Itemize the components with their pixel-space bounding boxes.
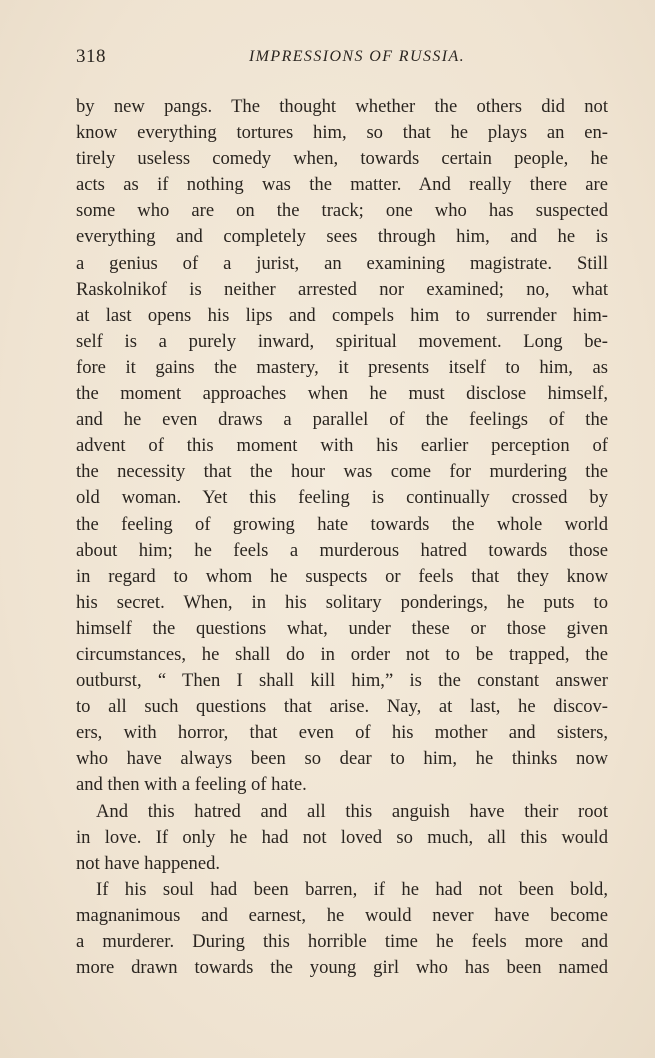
text-line: and he even draws a parallel of the feelings of the (76, 409, 608, 431)
text-line: know everything tortures him, so that he plays an en- (76, 122, 608, 144)
text-line: the feeling of growing hate towards the whole world (76, 513, 608, 535)
text-line: ers, with horror, that even of his mother and sisters, (76, 722, 608, 744)
text-line: a genius of a jurist, an examining magistrate. Still (76, 252, 608, 274)
page-number: 318 (76, 46, 106, 67)
text-line: not have happened. (76, 852, 221, 874)
text-line: and then with a feeling of hate. (76, 774, 307, 796)
body-text (76, 94, 608, 981)
text-line: himself the questions what, under these or those given (76, 617, 608, 639)
text-line: who have always been so dear to him, he thinks now (76, 748, 608, 770)
text-line: the necessity that the hour was come for murdering the (76, 461, 608, 483)
text-line: outburst, “ Then I shall kill him,” is the constant answer (76, 670, 608, 692)
text-line: the moment approaches when he must disclose himself, (76, 383, 608, 405)
text-line: to all such questions that arise. Nay, at last, he discov- (76, 696, 608, 718)
text-line: acts as if nothing was the matter. And really there are (76, 174, 608, 196)
running-title: IMPRESSIONS OF RUSSIA. (248, 48, 466, 65)
text-line: his secret. When, in his solitary ponderings, he puts to (76, 591, 608, 613)
text-line: a murderer. During this horrible time he feels more and (76, 931, 608, 952)
text-line: more drawn towards the young girl who has been named (76, 957, 608, 979)
text-line: old woman. Yet this feeling is continually crossed by (76, 487, 608, 509)
text-line: about him; he feels a murderous hatred towards those (76, 539, 608, 561)
text-line: Raskolnikof is neither arrested nor examined; no, what (76, 278, 608, 300)
text-line: in love. If only he had not loved so much, all this would (76, 826, 608, 848)
text-line: at last opens his lips and compels him to surrender him- (76, 304, 608, 326)
text-line: in regard to whom he suspects or feels that they know (76, 565, 608, 587)
text-line: self is a purely inward, spiritual movement. Long be- (76, 330, 608, 352)
text-line: If his soul had been barren, if he had not been bold, (96, 878, 608, 900)
running-head (76, 46, 608, 70)
text-line: by new pangs. The thought whether the others did not (76, 96, 608, 117)
text-line: everything and completely sees through him, and he is (76, 226, 608, 248)
text-line: tirely useless comedy when, towards certain people, he (76, 148, 608, 170)
text-line: advent of this moment with his earlier perception of (76, 435, 608, 457)
text-line: circumstances, he shall do in order not to be trapped, the (76, 643, 608, 665)
text-line: some who are on the track; one who has suspected (76, 200, 608, 222)
text-line: fore it gains the mastery, it presents itself to him, as (76, 356, 608, 378)
text-line: magnanimous and earnest, he would never have become (76, 904, 608, 926)
text-line: And this hatred and all this anguish have their root (96, 800, 608, 822)
